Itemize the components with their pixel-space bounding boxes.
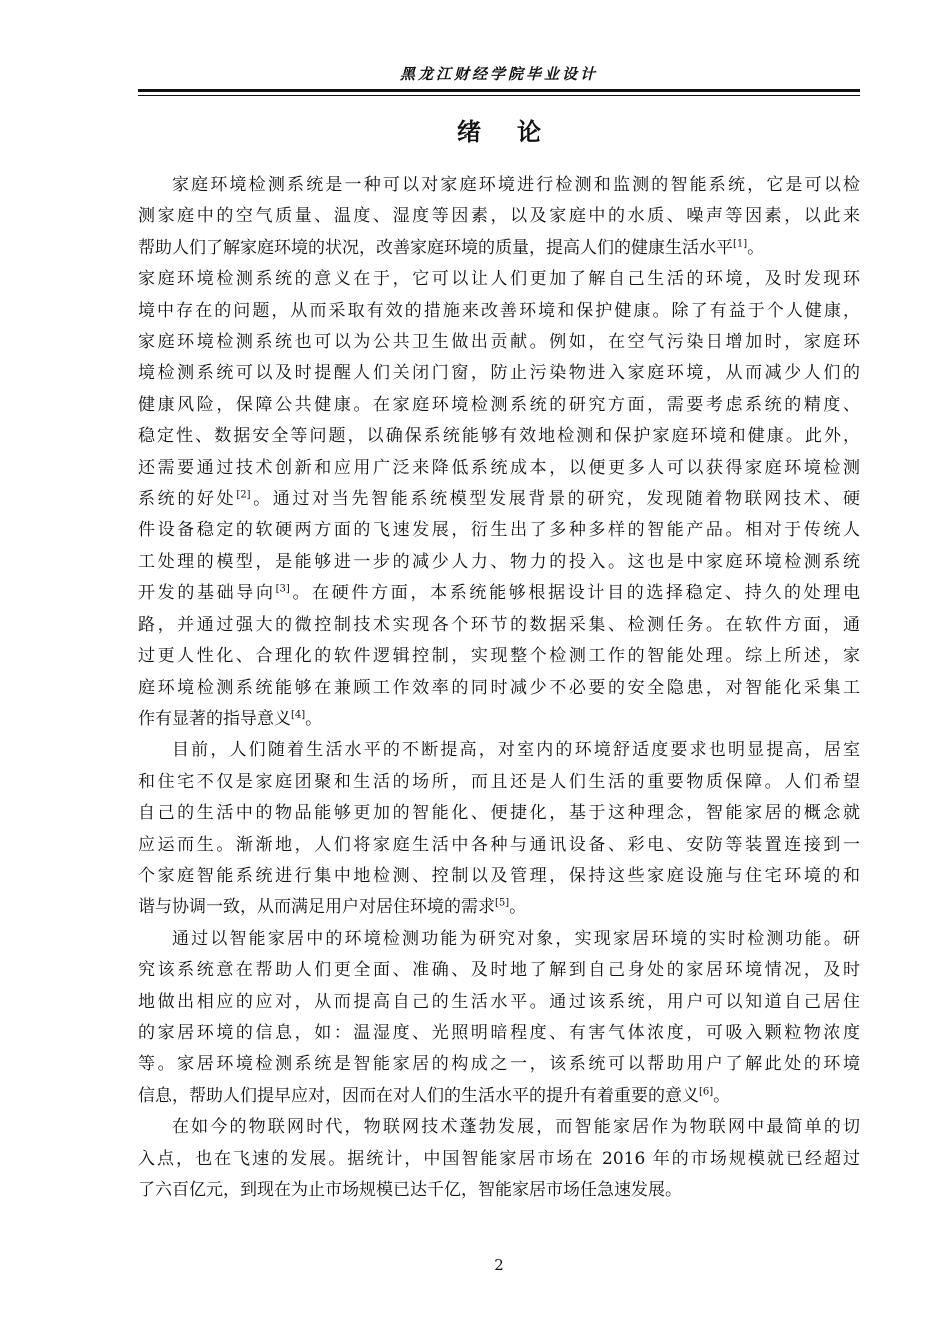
text-line: 过更人性化、合理化的软件逻辑控制，实现整个检测工作的智能处理。综上所述，家 — [138, 646, 860, 667]
text-line: 目前，人们随着生活水平的不断提高，对室内的环境舒适度要求也明显提高，居室 — [172, 740, 860, 761]
text-line: 件设备稳定的软硬两方面的飞速发展，衍生出了多种多样的智能产品。相对于传统人 — [138, 520, 860, 541]
text-line: 入点，也在飞速的发展。据统计，中国智能家居市场在 2016 年的市场规模就已经超过 — [138, 1148, 860, 1169]
citation-ref: [2] — [236, 489, 251, 501]
text-line: 境中存在的问题，从而采取有效的措施来改善环境和保护健康。除了有益于个人健康， — [138, 300, 860, 321]
text-line: 的家居环境的信息，如：温湿度、光照明暗程度、有害气体浓度，可吸入颗粒物浓度 — [138, 1022, 860, 1043]
section-title: 绪论 — [457, 117, 577, 146]
text-line: 应运而生。渐渐地，人们将家庭生活中各种与通讯设备、彩电、安防等装置连接到一 — [138, 834, 860, 855]
text-line: 稳定性、数据安全等问题，以确保系统能够有效地检测和保护家庭环境和健康。此外， — [138, 426, 860, 447]
text-line: 境检测系统可以及时提醒人们关闭门窗，防止污染物进入家庭环境，从而减少人们的 — [138, 363, 860, 384]
text-line: 个家庭智能系统进行集中地检测、控制以及管理，保持这些家庭设施与住宅环境的和 — [138, 865, 860, 886]
paragraph-1 — [138, 170, 860, 735]
text-line: 路，并通过强大的微控制技术实现各个环节的数据采集、检测任务。在软件方面，通 — [138, 614, 860, 635]
text-line: 了六百亿元，到现在为止市场规模已达千亿，智能家居市场任急速发展。 — [138, 1180, 682, 1200]
text-line: 健康风险，保障公共健康。在家庭环境检测系统的研究方面，需要考虑系统的精度、 — [138, 394, 860, 415]
citation-ref: [6] — [699, 1086, 714, 1098]
paragraph-4 — [138, 1112, 860, 1206]
text-line: 等。家居环境检测系统是智能家居的构成之一，该系统可以帮助用户了解此处的环境 — [138, 1054, 860, 1075]
text-line: 信息，帮助人们提早应对，因而在对人们的生活水平的提升有着重要的意义[6]。 — [138, 1085, 731, 1106]
text-line: 和住宅不仅是家庭团聚和生活的场所，而且还是人们生活的重要物质保障。人们希望 — [138, 771, 860, 792]
text-line: 家庭环境检测系统是一种可以对家庭环境进行检测和监测的智能系统，它是可以检 — [172, 175, 860, 195]
header-rule-thick — [138, 89, 860, 92]
citation-ref: [4] — [291, 709, 306, 721]
text-line: 测家庭中的空气质量、温度、湿度等因素，以及家庭中的水质、噪声等因素，以此来 — [138, 206, 860, 227]
text-line: 究该系统意在帮助人们更全面、准确、及时地了解到自己身处的家居环境情况，及时 — [138, 960, 860, 981]
paragraph-2 — [138, 735, 860, 923]
text-line: 家庭环境检测系统的意义在于，它可以让人们更加了解自己生活的环境，及时发现环 — [138, 269, 860, 290]
text-line: 庭环境检测系统能够在兼顾工作效率的同时减少不必要的安全隐患，对智能化采集工 — [138, 677, 860, 698]
text-line: 谐与协调一致，从而满足用户对居住环境的需求[5]。 — [138, 897, 527, 918]
text-line: 开发的基础导向[3]。在硬件方面，本系统能够根据设计目的选择稳定、持久的处理电 — [138, 583, 860, 604]
text-line: 系统的好处[2]。通过对当先智能系统模型发展背景的研究，发现随着物联网技术、硬 — [138, 489, 860, 510]
text-line: 在如今的物联网时代，物联网技术蓬勃发展，而智能家居作为物联网中最简单的切 — [172, 1117, 860, 1138]
page-number: 2 — [494, 1256, 504, 1274]
text-line: 自己的生活中的物品能够更加的智能化、便捷化，基于这种理念，智能家居的概念就 — [138, 803, 860, 824]
text-line: 作有显著的指导意义[4]。 — [138, 708, 323, 729]
citation-ref: [1] — [733, 238, 748, 250]
text-line: 还需要通过技术创新和应用广泛来降低系统成本，以便更多人可以获得家庭环境检测 — [138, 457, 860, 478]
header-rule-thin — [138, 95, 860, 96]
page-header: 黑龙江财经学院毕业设计 — [399, 65, 598, 83]
body-text — [138, 170, 860, 1206]
citation-ref: [5] — [495, 897, 510, 909]
text-line: 地做出相应的应对，从而提高自己的生活水平。通过该系统，用户可以知道自己居住 — [138, 991, 860, 1012]
citation-ref: [3] — [275, 583, 290, 595]
paragraph-3 — [138, 924, 860, 1112]
text-line: 家庭环境检测系统也可以为公共卫生做出贡献。例如，在空气污染日增加时，家庭环 — [138, 332, 860, 353]
text-line: 通过以智能家居中的环境检测功能为研究对象，实现家居环境的实时检测功能。研 — [172, 928, 860, 949]
text-line: 帮助人们了解家庭环境的状况，改善家庭环境的质量，提高人们的健康生活水平[1]。 — [138, 237, 765, 258]
text-line: 工处理的模型，是能够进一步的减少人力、物力的投入。这也是中家庭环境检测系统 — [138, 551, 860, 572]
